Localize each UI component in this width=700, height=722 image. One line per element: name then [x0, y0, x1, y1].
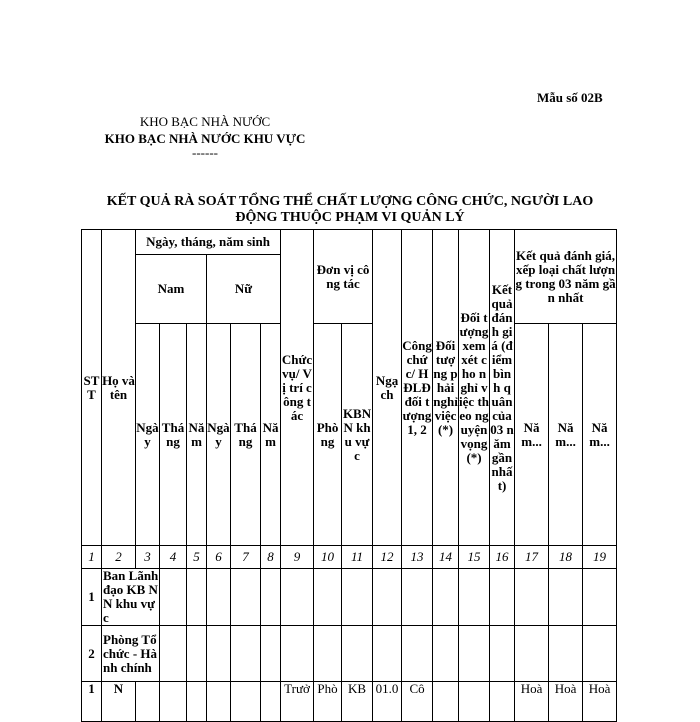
- header-female-month: Tháng: [231, 324, 261, 546]
- header-female-day: Ngày: [207, 324, 231, 546]
- header-full-name: Họ và tên: [102, 230, 136, 546]
- review-table: [81, 229, 617, 722]
- header-male-month: Tháng: [160, 324, 187, 546]
- agency-name: KHO BẠC NHÀ NƯỚC: [139, 114, 271, 129]
- header-year-18: Nă m...: [549, 324, 583, 546]
- header-year-19: Nă m...: [583, 324, 617, 546]
- column-number: 19: [583, 546, 617, 569]
- table-row: [82, 569, 617, 626]
- table-row: [82, 682, 617, 722]
- header-position: Chức vụ/ Vị trí công tác: [281, 230, 314, 546]
- column-number: 9: [281, 546, 314, 569]
- document-title-line-1: KẾT QUẢ RÀ SOÁT TỔNG THỂ CHẤT LƯỢNG CÔNG CHỨC, NGƯỜI LAO: [106, 194, 594, 209]
- column-number: 16: [490, 546, 515, 569]
- header-department: Phòng: [314, 324, 342, 546]
- column-number: 5: [187, 546, 207, 569]
- row-stt: 1: [82, 569, 102, 626]
- row-stt: 2: [82, 626, 102, 682]
- header-male-year: Năm: [187, 324, 207, 546]
- regional-agency-name: KHO BẠC NHÀ NƯỚC KHU VỰC: [104, 131, 306, 146]
- column-number: 11: [342, 546, 373, 569]
- table-row: [82, 626, 617, 682]
- column-number: 3: [136, 546, 160, 569]
- header-work-unit: Đơn vị công tác: [314, 230, 373, 324]
- column-number: 8: [261, 546, 281, 569]
- column-number: 17: [515, 546, 549, 569]
- column-number: 6: [207, 546, 231, 569]
- row-cell: Cô: [402, 682, 433, 722]
- header-year-17: Nă m...: [515, 324, 549, 546]
- header-divider: ------: [192, 145, 218, 160]
- document-title-line-2: ĐỘNG THUỘC PHẠM VI QUẢN LÝ: [235, 210, 465, 225]
- row-cell: Hoà: [583, 682, 617, 722]
- header-male: Nam: [136, 255, 207, 324]
- row-cell: Hoà: [549, 682, 583, 722]
- header-average-score: Kết quả đánh giá (điểm bình quân của 03 năm gần nhất): [490, 230, 515, 546]
- column-number: 2: [102, 546, 136, 569]
- header-rating-3-years: Kết quả đánh giá, xếp loại chất lượng trong 03 năm gần nhất: [515, 230, 617, 324]
- header-female-year: Năm: [261, 324, 281, 546]
- column-number: 1: [82, 546, 102, 569]
- column-number: 13: [402, 546, 433, 569]
- header-voluntary-retire: Đối tượng xem xét cho nghỉ việc theo nguyện vọng (*): [459, 230, 490, 546]
- header-date-of-birth: Ngày, tháng, năm sinh: [136, 230, 281, 255]
- header-must-retire: Đối tượng phải nghỉ việc (*): [433, 230, 459, 546]
- form-code: Mẫu số 02B: [537, 90, 603, 105]
- column-number: 10: [314, 546, 342, 569]
- row-cell: 01.0: [373, 682, 402, 722]
- row-cell: Hoà: [515, 682, 549, 722]
- row-unit-name: Ban Lãnh đạo KB NN khu vực: [103, 568, 159, 625]
- header-regional-treasury: KBNN khu vực: [342, 324, 373, 546]
- document-title: [80, 194, 620, 226]
- row-cell: Trưở: [281, 682, 314, 722]
- header-stt: STT: [82, 230, 102, 546]
- column-number: 14: [433, 546, 459, 569]
- row-cell: Phò: [314, 682, 342, 722]
- row-cell: 1: [82, 682, 102, 722]
- column-number: 7: [231, 546, 261, 569]
- header-female: Nữ: [207, 255, 281, 324]
- column-number: 18: [549, 546, 583, 569]
- header-employee-type: Công chức/ HĐLĐ đối tượng 1, 2: [402, 230, 433, 546]
- column-number: 12: [373, 546, 402, 569]
- header-grade: Ngạch: [373, 230, 402, 546]
- column-number: 15: [459, 546, 490, 569]
- row-unit-name: Phòng Tổ chức - Hành chính: [102, 626, 160, 682]
- column-number: 4: [160, 546, 187, 569]
- row-cell: KB: [342, 682, 373, 722]
- header-male-day: Ngày: [136, 324, 160, 546]
- row-cell: N: [102, 682, 136, 722]
